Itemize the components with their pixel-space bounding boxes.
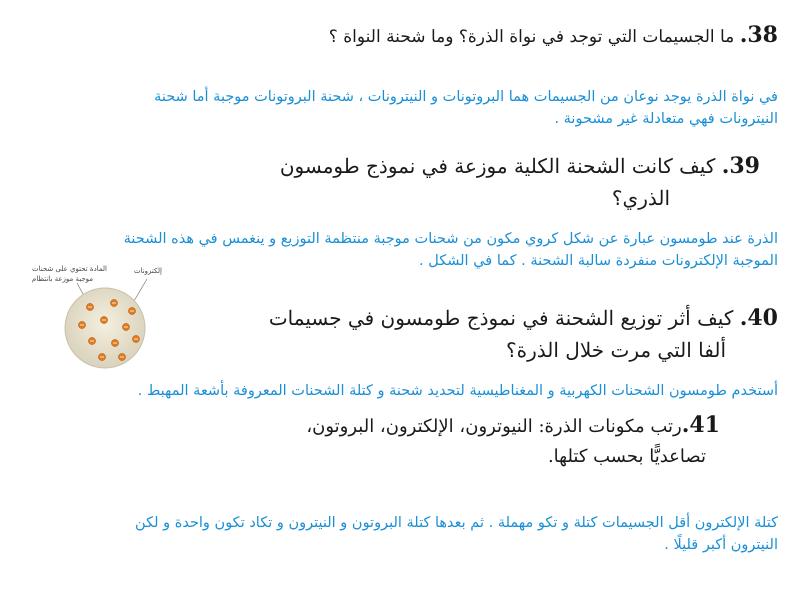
- question-number: 40.: [739, 305, 778, 331]
- question-number: 39.: [721, 153, 760, 179]
- figure-label: إلكترونات: [134, 267, 162, 275]
- answer-40: [8, 380, 778, 402]
- question-text: كيف أثر توزيع الشحنة في نموذج طومسون في جسيمات: [268, 306, 734, 330]
- question-text: ألفا التي مرت خلال الذرة؟: [506, 338, 726, 362]
- answer-line: النيترون أكبر قليلًا .: [664, 537, 778, 553]
- answer-line: النيترونات فهي متعادلة غير مشحونة .: [554, 111, 778, 127]
- question-39: [280, 150, 760, 214]
- figure-label: موجبة موزعة بانتظام: [32, 275, 94, 283]
- question-text: الذري؟: [611, 186, 670, 210]
- answer-38: [8, 86, 778, 130]
- answer-41: [8, 512, 778, 556]
- question-number: 41.: [681, 412, 720, 438]
- thomson-atom-figure: [22, 265, 172, 375]
- question-text: ما الجسيمات التي توجد في نواة الذرة؟ وما شحنة النواة ؟: [328, 27, 735, 47]
- figure-label: المادة تحتوي على شحنات: [32, 265, 107, 273]
- question-text: رتب مكونات الذرة: النيوترون، الإلكترون، البروتون،: [306, 416, 682, 437]
- answer-line: كتلة الإلكترون أقل الجسيمات كتلة و تكو مهملة . ثم بعدها كتلة البروتون و النيترون و تكاد تكون واحدة و لكن: [135, 515, 778, 531]
- question-text: تصاعديًّا بحسب كتلها.: [547, 446, 706, 467]
- question-38: [329, 22, 778, 48]
- question-text: كيف كانت الشحنة الكلية موزعة في نموذج طومسون: [279, 154, 716, 178]
- answer-line: أستخدم طومسون الشحنات الكهربية و المغناطيسية لتحديد شحنة و كتلة الشحنات المعروفة بأشعة المهبط .: [137, 383, 778, 399]
- atom-diagram: [22, 265, 172, 375]
- answer-line: الذرة عند طومسون عبارة عن شكل كروي مكون من شحنات موجبة منتظمة التوزيع و ينغمس في هذه الشحنة: [123, 231, 778, 247]
- question-number: 38.: [739, 22, 778, 48]
- question-41: [306, 410, 720, 472]
- answer-line: في نواة الذرة يوجد نوعان من الجسيمات هما البروتونات و النيترونات ، شحنة البروتونات موجبة أما شحنة: [154, 89, 778, 105]
- answer-line: الموجبة الإلكترونات منفردة سالبة الشحنة . كما في الشكل .: [419, 253, 778, 269]
- question-40: [269, 302, 778, 366]
